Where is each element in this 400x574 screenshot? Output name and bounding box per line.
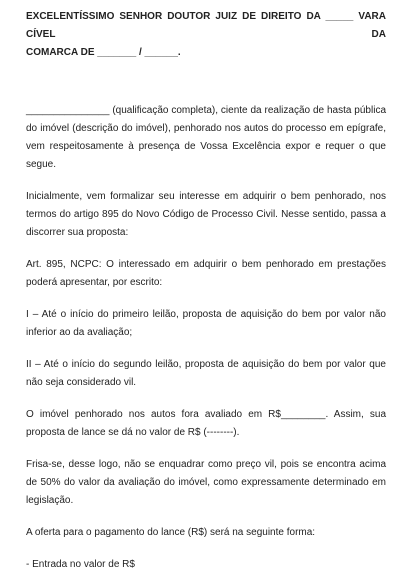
valuation-blank: ________ <box>280 409 326 420</box>
paragraph-not-vile-price: Frisa-se, desse logo, não se enquadrar como preço vil, pois se encontra acima de 50% do valor da avaliação do imóvel, como expressamente determinado em legislação. <box>26 459 386 506</box>
document-heading <box>26 8 386 62</box>
paragraph-qualification <box>26 102 386 174</box>
paragraph-article: Art. 895, NCPC: O interessado em adquirir o bem penhorado em prestações poderá apresentar, por escrito: <box>26 259 386 288</box>
qualification-text: (qualificação completa), ciente da realização de hasta pública do imóvel (descrição do imóvel), penhorado nos autos do processo em epígrafe, vem respeitosamente à presença de Vossa Excelência expor e requer o que segue. <box>26 105 386 170</box>
qualification-blank: _______________ <box>26 105 110 116</box>
heading-line-1: EXCELENTÍSSIMO SENHOR DOUTOR JUIZ DE DIREITO DA _____ VARA CÍVEL DA <box>26 11 386 40</box>
paragraph-valuation <box>26 406 386 442</box>
paragraph-down-payment: - Entrada no valor de R$ <box>26 559 135 570</box>
paragraph-intro: Inicialmente, vem formalizar seu interesse em adquirir o bem penhorado, nos termos do artigo 895 do Novo Código de Processo Civil. Nesse sentido, passa a discorrer sua proposta: <box>26 191 386 238</box>
paragraph-item-one: I – Até o início do primeiro leilão, proposta de aquisição do bem por valor não inferior ao da avaliação; <box>26 309 386 338</box>
valuation-text-b: . Assim, sua proposta de lance se dá no valor de R$ (--------). <box>26 409 386 438</box>
paragraph-payment-offer: A oferta para o pagamento do lance (R$) será na seguinte forma: <box>26 527 316 538</box>
heading-line-2: COMARCA DE _______ / ______. <box>26 47 181 58</box>
valuation-text-a: O imóvel penhorado nos autos fora avaliado em R$ <box>26 409 281 420</box>
paragraph-item-two: II – Até o início do segundo leilão, proposta de aquisição do bem por valor que não seja considerado vil. <box>26 359 386 388</box>
